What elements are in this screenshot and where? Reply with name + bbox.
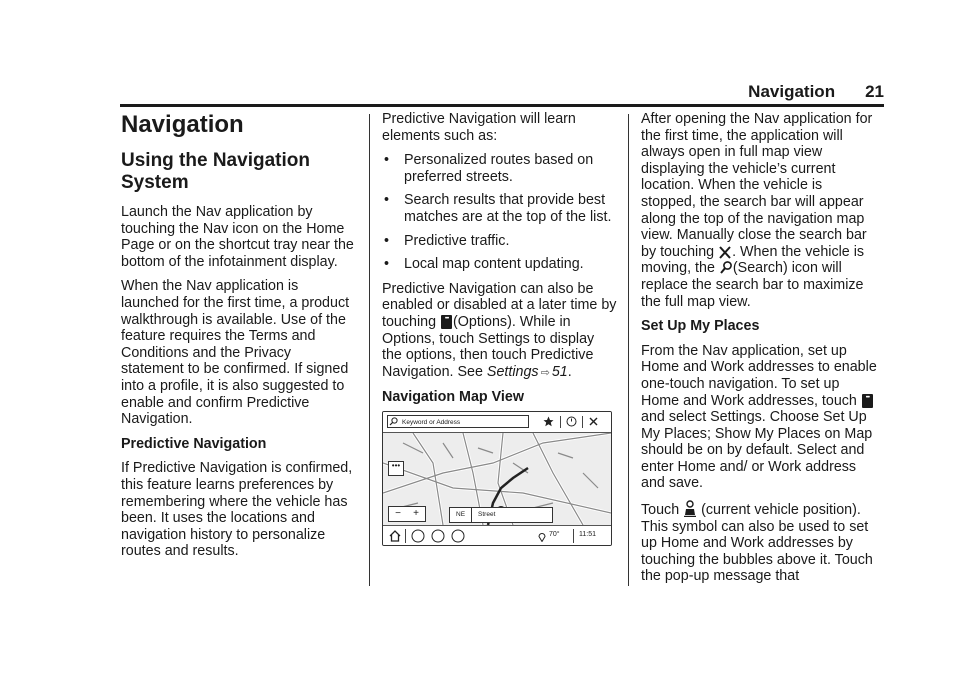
star-icon bbox=[543, 416, 554, 427]
list-item: • Personalized routes based on preferred streets. bbox=[384, 152, 594, 185]
subheading-my-places: Set Up My Places bbox=[641, 318, 760, 335]
page-number: 21 bbox=[865, 82, 884, 101]
options-icon bbox=[441, 315, 452, 329]
section-heading-line1: Using the Navigation bbox=[121, 150, 310, 171]
home-icon bbox=[389, 530, 401, 542]
chapter-title: Navigation bbox=[121, 111, 244, 138]
close-x-icon bbox=[719, 246, 731, 259]
bullet: • bbox=[384, 192, 390, 209]
divider bbox=[560, 416, 561, 428]
header-rule bbox=[120, 104, 884, 107]
close-icon bbox=[589, 417, 598, 426]
map-zoom-control bbox=[388, 506, 426, 522]
vehicle-position-icon bbox=[684, 500, 696, 517]
divider bbox=[405, 529, 406, 543]
bullet: • bbox=[384, 256, 390, 273]
paragraph: Predictive Navigation can also be enabled or disabled at a later time by touching ••• (Options). While in Options, touch Settings to display the options, then touch Predictive Navigation. See Settings ⇨ 51. bbox=[382, 281, 618, 382]
map-search-input: Keyword or Address bbox=[387, 415, 529, 428]
subheading-map-view: Navigation Map View bbox=[382, 389, 524, 406]
column-divider-1 bbox=[369, 114, 370, 586]
paragraph: After opening the Nav application for the first time, the application will always open in full map view displaying the vehicle’s current location. When the vehicle is stopped, the search bar will appear along the top of the navigation map view. Manually close the search bar by touching . When the vehicle is moving, the (Search) icon will replace the search bar to maximize the full map view. bbox=[641, 111, 873, 310]
section-heading-line2: System bbox=[121, 172, 189, 193]
zoom-in-button: + bbox=[413, 508, 419, 519]
paragraph: If Predictive Navigation is confirmed, this feature learns preferences by remembering where the vehicle has been. It uses the locations and navigation history to personalize routes and results. bbox=[121, 460, 353, 560]
street-name: Street bbox=[471, 508, 501, 522]
paragraph: When the Nav application is launched for the first time, a product walkthrough is available. Use of the feature requires the Terms and Conditions and the Privacy statement to be confirmed. If signed into a profile, it is also suggested to enable and confirm Predictive Navigation. bbox=[121, 278, 350, 428]
paragraph: Predictive Navigation will learn elements such as: bbox=[382, 111, 576, 144]
arrow-icon: ⇨ bbox=[540, 366, 550, 379]
location-pin-icon bbox=[538, 532, 546, 542]
list-item: • Predictive traffic. bbox=[384, 232, 510, 249]
time-readout: 11:51 bbox=[579, 531, 596, 538]
list-item: • Local map content updating. bbox=[384, 256, 584, 273]
column-3 bbox=[641, 111, 879, 593]
temperature-readout: 70° bbox=[549, 531, 560, 538]
street-info-bar bbox=[449, 507, 553, 523]
bullet: • bbox=[384, 232, 390, 249]
divider bbox=[582, 416, 583, 428]
feature-list bbox=[382, 152, 618, 273]
zoom-out-button: − bbox=[395, 508, 401, 519]
cross-reference-page[interactable]: 51 bbox=[551, 363, 568, 380]
map-menu-button: ••• bbox=[388, 461, 404, 476]
map-bottom-tray bbox=[383, 525, 611, 546]
cross-reference-link[interactable]: Settings bbox=[486, 363, 539, 380]
paragraph: From the Nav application, set up Home and Work addresses to enable one-touch navigation. To set up Home and Work addresses, touch ••• and select Settings. Choose Set Up My Places; Show My Places on Map should be on by default. Select and enter Home and/ or Work address and save. bbox=[641, 343, 879, 492]
column-1 bbox=[121, 110, 357, 568]
bullet: • bbox=[384, 152, 390, 169]
app-shortcut-icons bbox=[411, 529, 471, 543]
clock-icon bbox=[566, 416, 577, 427]
paragraph: Touch (current vehicle position). This symbol can also be used to set up Home and Work addresses by touching the bubbles above it. Touch the pop-up message that bbox=[641, 502, 873, 585]
column-divider-2 bbox=[628, 114, 629, 586]
list-item: • Search results that provide best matches are at the top of the list. bbox=[384, 192, 612, 225]
compass-direction: NE bbox=[456, 511, 466, 518]
section-heading bbox=[121, 150, 357, 194]
subheading-predictive: Predictive Navigation bbox=[121, 435, 267, 452]
paragraph: Launch the Nav application by touching the Nav icon on the Home Page or on the shortcut tray near the bottom of the infotainment display. bbox=[121, 204, 354, 270]
options-icon bbox=[862, 394, 873, 408]
map-search-bar bbox=[383, 412, 611, 433]
page-header bbox=[734, 82, 884, 104]
search-icon bbox=[720, 261, 732, 275]
section-title: Navigation bbox=[748, 82, 836, 101]
column-2 bbox=[382, 111, 618, 414]
divider bbox=[573, 529, 574, 543]
navigation-map-figure bbox=[382, 411, 612, 546]
